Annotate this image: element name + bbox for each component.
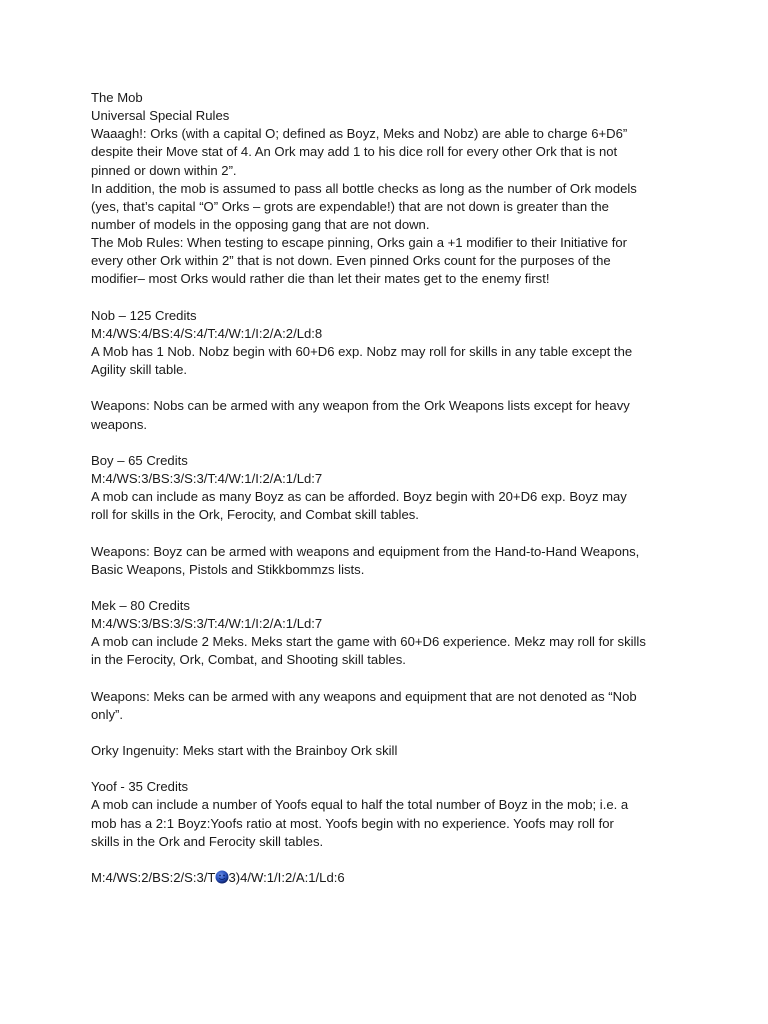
intro-line: In addition, the mob is assumed to pass all bottle checks as long as the number of Ork models	[91, 180, 637, 196]
boy-description: roll for skills in the Ork, Ferocity, and Combat skill tables.	[91, 507, 419, 523]
paragraph-spacer	[91, 434, 691, 452]
mek-heading: Mek – 80 Credits	[91, 597, 190, 613]
boy-heading: Boy – 65 Credits	[91, 452, 188, 468]
mek-ingenuity: Orky Ingenuity: Meks start with the Brainboy Ork skill	[91, 743, 398, 759]
intro-line: every other Ork within 2” that is not down. Even pinned Orks count for the purposes of the	[91, 253, 611, 269]
paragraph-spacer	[91, 289, 691, 307]
intro-line: The Mob Rules: When testing to escape pinning, Orks gain a +1 modifier to their Initiative for	[91, 235, 628, 251]
nob-description: Agility skill table.	[91, 362, 188, 378]
document-page	[91, 89, 691, 887]
intro-line: Waaagh!: Orks (with a capital O; defined as Boyz, Meks and Nobz) are able to charge 6+D6”	[91, 126, 628, 142]
mek-weapons: only”.	[91, 706, 124, 722]
paragraph-spacer	[91, 670, 691, 688]
nob-heading: Nob – 125 Credits	[91, 307, 197, 323]
boy-stats: M:4/WS:3/BS:3/S:3/T:4/W:1/I:2/A:1/Ld:7	[91, 470, 323, 486]
paragraph-spacer	[91, 379, 691, 397]
yoof-description: skills in the Ork and Ferocity skill tables.	[91, 833, 324, 849]
document-subtitle: Universal Special Rules	[91, 108, 230, 124]
paragraph-spacer	[91, 524, 691, 542]
intro-line: modifier– most Orks would rather die than let their mates get to the enemy first!	[91, 271, 550, 287]
nob-description: A Mob has 1 Nob. Nobz begin with 60+D6 exp. Nobz may roll for skills in any table except the	[91, 343, 633, 359]
paragraph-spacer	[91, 724, 691, 742]
intro-line: pinned or down within 2”.	[91, 162, 237, 178]
paragraph-spacer	[91, 851, 691, 869]
mek-weapons: Weapons: Meks can be armed with any weapons and equipment that are not denoted as “Nob	[91, 688, 637, 704]
yoof-description: mob has a 2:1 Boyz:Yoofs ratio at most. Yoofs begin with no experience. Yoofs may roll for	[91, 815, 614, 831]
yoof-heading: Yoof - 35 Credits	[91, 779, 189, 795]
yoof-stats	[91, 869, 691, 887]
mek-description: in the Ferocity, Ork, Combat, and Shooting skill tables.	[91, 652, 406, 668]
boy-weapons: Weapons: Boyz can be armed with weapons and equipment from the Hand-to-Hand Weapons,	[91, 543, 640, 559]
boy-weapons: Basic Weapons, Pistols and Stikkbommzs lists.	[91, 561, 365, 577]
paragraph-spacer	[91, 760, 691, 778]
mek-stats: M:4/WS:3/BS:3/S:3/T:4/W:1/I:2/A:1/Ld:7	[91, 616, 323, 632]
yoof-description: A mob can include a number of Yoofs equal to half the total number of Boyz in the mob; i.e. a	[91, 797, 629, 813]
nob-weapons: weapons.	[91, 416, 148, 432]
yoof-stats-before: M:4/WS:2/BS:2/S:3/T	[91, 870, 216, 886]
nob-stats: M:4/WS:4/BS:4/S:4/T:4/W:1/I:2/A:2/Ld:8	[91, 325, 323, 341]
paragraph-spacer	[91, 579, 691, 597]
yoof-stats-after: 3)4/W:1/I:2/A:1/Ld:6	[228, 870, 345, 886]
intro-line: despite their Move stat of 4. An Ork may add 1 to his dice roll for every other Ork that is not	[91, 144, 618, 160]
intro-line: (yes, that’s capital “O” Orks – grots are expendable!) that are not down is greater than the	[91, 198, 609, 214]
mek-description: A mob can include 2 Meks. Meks start the game with 60+D6 experience. Mekz may roll for skills	[91, 634, 646, 650]
intro-line: number of models in the opposing gang that are not down.	[91, 216, 430, 232]
boy-description: A mob can include as many Boyz as can be afforded. Boyz begin with 20+D6 exp. Boyz may	[91, 489, 627, 505]
document-title: The Mob	[91, 90, 143, 105]
nob-weapons: Weapons: Nobs can be armed with any weapon from the Ork Weapons lists except for heavy	[91, 398, 630, 414]
